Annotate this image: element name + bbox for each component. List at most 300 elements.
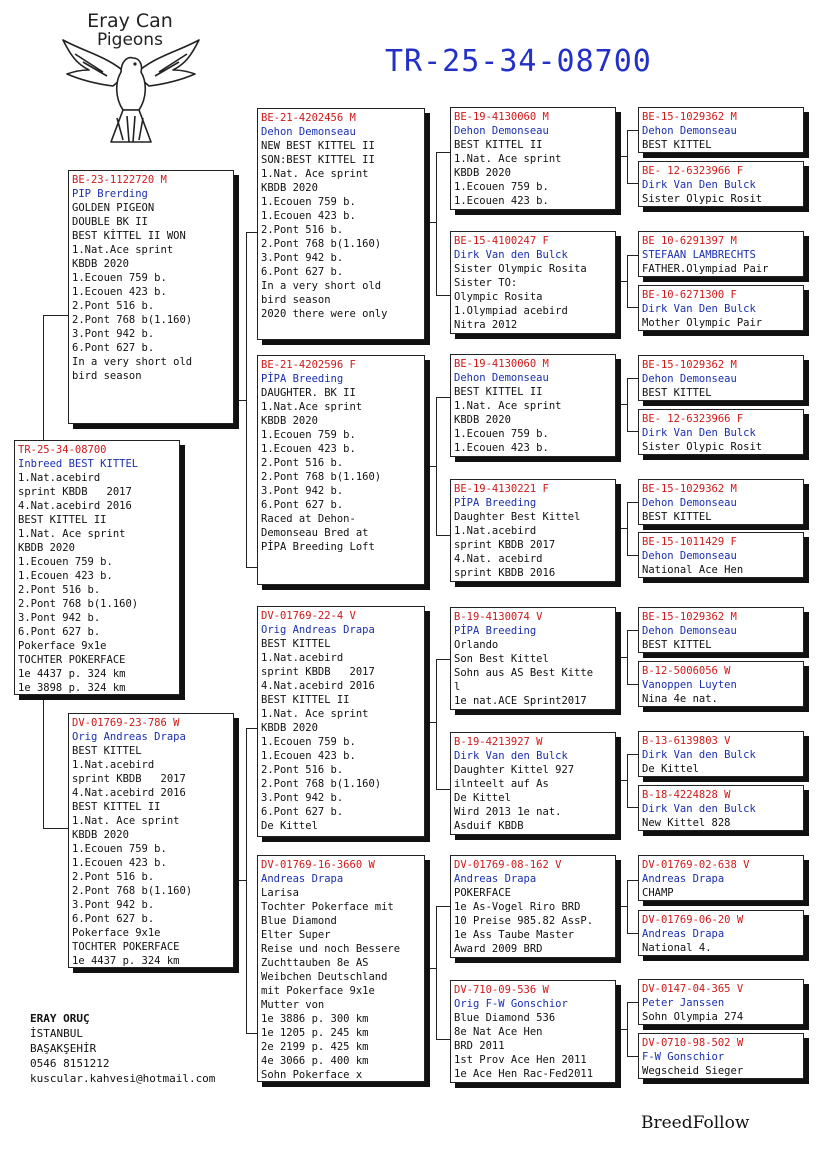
breeder-name: Vanoppen Luyten — [642, 679, 737, 691]
owner-city: İSTANBUL — [30, 1027, 83, 1040]
pigeon-note: KBDB 2020 — [454, 414, 511, 426]
pigeon-note: Zuchttauben 8e AS — [261, 957, 369, 969]
pigeon-note: KBDB 2020 — [454, 167, 511, 179]
pigeon-note: 3.Pont 942 b. — [261, 252, 344, 264]
pigeon-note: BEST KITTEL II — [454, 139, 543, 151]
ring-number: TR-25-34-08700 — [18, 444, 107, 456]
ring-number: BE-15-1011429 F — [642, 536, 737, 548]
ring-number: BE-23-1122720 M — [72, 174, 167, 186]
breeder-name: Orig Andreas Drapa — [72, 731, 186, 743]
connector — [627, 630, 628, 684]
ring-number: DV-01769-22-4 V — [261, 610, 356, 622]
breeder-name: Inbreed BEST KITTEL — [18, 458, 139, 470]
ring-number: BE-19-4130060 M — [454, 358, 549, 370]
pigeon-note: Daughter Kittel 927 — [454, 764, 575, 776]
pigeon-note: 1.Nat.acebird — [72, 759, 155, 771]
pigeon-note: Olympic Rosita — [454, 291, 543, 303]
breeder-name: Andreas Drapa — [454, 873, 537, 885]
pigeon-note: Award 2009 BRD — [454, 943, 543, 955]
connector — [627, 555, 638, 556]
connector — [627, 684, 638, 685]
pigeon-note: bird season — [72, 370, 142, 382]
connector — [436, 906, 437, 1039]
dove-icon — [55, 6, 205, 146]
pigeon-note: KBDB 2020 — [261, 722, 318, 734]
pigeon-card-g10[interactable] — [638, 661, 804, 707]
connector — [627, 1002, 628, 1056]
pigeon-note: KBDB 2020 — [261, 415, 318, 427]
pigeon-note: 4.Nat.acebird 2016 — [18, 500, 132, 512]
pigeon-card-g1[interactable] — [638, 107, 804, 153]
pigeon-note: BEST KITTEL — [72, 745, 142, 757]
pigeon-note: 2.Pont 768 b(1.160) — [261, 471, 382, 483]
pigeon-note: De Kittel — [261, 820, 318, 832]
pigeon-note: Wird 2013 1e nat. — [454, 806, 562, 818]
pigeon-note: BEST KITTEL II — [454, 386, 543, 398]
pigeon-note: Nitra 2012 — [454, 319, 518, 331]
connector — [616, 404, 627, 405]
pigeon-note: 3.Pont 942 b. — [72, 899, 155, 911]
pigeon-note: 1.Nat.acebird — [18, 472, 101, 484]
pigeon-note: Tochter Pokerface mit — [261, 901, 394, 913]
pigeon-note: 1.Nat. Ace sprint — [72, 815, 180, 827]
connector — [627, 378, 628, 431]
ring-number: BE-19-4130221 F — [454, 483, 549, 495]
pigeon-note: BEST KITTEL — [642, 387, 712, 399]
connector — [436, 906, 450, 907]
pigeon-note: Asduif KBDB — [454, 820, 524, 832]
connector — [436, 397, 437, 535]
connector — [43, 315, 70, 316]
pigeon-note: sprint KBDB 2017 — [261, 666, 375, 678]
connector — [627, 183, 638, 184]
logo-line2: Pigeons — [97, 30, 163, 50]
pigeon-note: Demonseau Bred at — [261, 527, 369, 539]
ring-number: BE-15-1029362 M — [642, 111, 737, 123]
pigeon-note: 1.Nat. Ace sprint — [454, 153, 562, 165]
pigeon-note: 1.Ecouen 423 b. — [454, 442, 549, 454]
pedigree-title: TR-25-34-08700 — [385, 44, 652, 79]
pigeon-note: Raced at Dehon- — [261, 513, 356, 525]
breeder-name: PİPA Breeding — [454, 497, 537, 509]
pigeon-note: l — [454, 681, 461, 693]
breeder-name: Dehon Demonseau — [454, 372, 549, 384]
pigeon-note: 3.Pont 942 b. — [261, 485, 344, 497]
pigeon-card-g8[interactable] — [638, 532, 804, 578]
brand-footer: BreedFollow — [641, 1113, 750, 1133]
pigeon-note: National 4. — [642, 942, 712, 954]
pigeon-card-dam-sire[interactable] — [257, 606, 425, 837]
pigeon-note: Elter Super — [261, 929, 331, 941]
pigeon-note: DOUBLE BK II — [72, 216, 148, 228]
pigeon-note: 1.Olympiad acebird — [454, 305, 568, 317]
ring-number: DV-0710-98-502 W — [642, 1037, 744, 1049]
ring-number: BE-15-1029362 M — [642, 359, 737, 371]
connector — [436, 789, 450, 790]
connector — [436, 1039, 450, 1040]
owner-district: BAŞAKŞEHİR — [30, 1042, 97, 1055]
breeder-name: Orig F-W Gonschior — [454, 998, 568, 1010]
breeder-name: Andreas Drapa — [261, 873, 344, 885]
pigeon-card-g4[interactable] — [638, 285, 804, 331]
pigeon-note: 3.Pont 942 b. — [261, 792, 344, 804]
breeder-name: Dehon Demonseau — [642, 125, 737, 137]
pigeon-note: In a very short old — [261, 280, 382, 292]
pigeon-note: 1e 4437 p. 324 km — [72, 955, 180, 967]
pigeon-note: 1e 4437 p. 324 km — [18, 668, 126, 680]
ring-number: BE- 12-6323966 F — [642, 165, 744, 177]
pigeon-card-g9[interactable] — [638, 607, 804, 653]
pigeon-note: BRD 2011 — [454, 1040, 505, 1052]
pigeon-note: 4e 3066 p. 400 km — [261, 1055, 369, 1067]
pigeon-note: sprint KBDB 2017 — [72, 773, 186, 785]
owner-info — [30, 1011, 215, 1086]
pigeon-note: 1.Ecouen 759 b. — [72, 272, 167, 284]
pigeon-card-g11[interactable] — [638, 731, 804, 777]
breeder-name: PIP Brerding — [72, 188, 148, 200]
breeder-name: STEFAAN LAMBRECHTS — [642, 249, 756, 261]
breeder-name: Peter Janssen — [642, 997, 725, 1009]
pigeon-note: BEST KITTEL II — [72, 801, 161, 813]
breeder-name: Orig Andreas Drapa — [261, 624, 375, 636]
pigeon-note: 1.Nat.Ace sprint — [261, 401, 363, 413]
pigeon-note: 2020 there were only — [261, 308, 388, 320]
owner-name: ERAY ORUÇ — [30, 1012, 90, 1025]
connector — [627, 502, 628, 555]
pigeon-note: POKERFACE — [454, 887, 511, 899]
owner-phone: 0546 8151212 — [30, 1057, 110, 1070]
connector — [627, 754, 628, 807]
pigeon-note: Sohn Olympia 274 — [642, 1011, 744, 1023]
pigeon-note: 1e nat.ACE Sprint2017 — [454, 695, 587, 707]
ring-number: DV-01769-08-162 V — [454, 859, 562, 871]
connector — [627, 307, 638, 308]
pigeon-note: Pokerface 9x1e — [72, 927, 161, 939]
pigeon-note: Mutter von — [261, 999, 325, 1011]
pigeon-note: BEST KİTTEL II WON — [72, 230, 186, 242]
pigeon-note: 2.Pont 768 b(1.160) — [72, 314, 193, 326]
ring-number: DV-0147-04-365 V — [642, 983, 744, 995]
ring-number: DV-01769-23-786 W — [72, 717, 180, 729]
pigeon-note: National Ace Hen — [642, 564, 744, 576]
pigeon-note: 6.Pont 627 b. — [261, 806, 344, 818]
pigeon-card-g2[interactable] — [638, 161, 804, 207]
connector — [43, 315, 44, 440]
ring-number: BE-15-1029362 M — [642, 611, 737, 623]
owner-email[interactable]: kuscular.kahvesi@hotmail.com — [30, 1072, 216, 1085]
ring-number: B-18-4224828 W — [642, 789, 731, 801]
connector — [616, 657, 627, 658]
breeder-name: Dirk Van den Bulck — [454, 750, 568, 762]
pigeon-note: 8e Nat Ace Hen — [454, 1026, 543, 1038]
pigeon-card-g16[interactable] — [638, 1033, 804, 1079]
breeder-name: Dirk Van Den Bulck — [642, 179, 756, 191]
pigeon-card-g12[interactable] — [638, 785, 804, 831]
connector — [246, 232, 247, 567]
pigeon-note: 2.Pont 516 b. — [261, 457, 344, 469]
connector — [627, 255, 638, 256]
pigeon-card-sire-sire[interactable] — [257, 108, 425, 340]
ring-number: BE-21-4202596 F — [261, 359, 356, 371]
pigeon-note: 1e 3886 p. 300 km — [261, 1013, 369, 1025]
pigeon-note: 10 Preise 985.82 AssP. — [454, 915, 594, 927]
ring-number: BE-19-4130060 M — [454, 111, 549, 123]
connector — [627, 130, 628, 183]
pigeon-note: 2.Pont 516 b. — [72, 871, 155, 883]
pigeon-card-dds[interactable] — [450, 855, 616, 958]
pigeon-note: Pokerface 9x1e — [18, 640, 107, 652]
pigeon-note: Blue Diamond 536 — [454, 1012, 556, 1024]
pigeon-note: 1.Ecouen 423 b. — [454, 195, 549, 207]
ring-number: BE-15-1029362 M — [642, 483, 737, 495]
breeder-name: Dehon Demonseau — [642, 550, 737, 562]
connector — [436, 152, 450, 153]
pigeon-note: 1e As-Vogel Riro BRD — [454, 901, 581, 913]
pigeon-note: 4.Nat.acebird 2016 — [261, 680, 375, 692]
pigeon-note: 6.Pont 627 b. — [18, 626, 101, 638]
connector — [436, 659, 450, 660]
pigeon-card-g15[interactable] — [638, 979, 804, 1025]
connector — [616, 156, 627, 157]
pigeon-note: BEST KITTEL — [642, 639, 712, 651]
pigeon-note: BEST KITTEL II — [18, 514, 107, 526]
pigeon-card-dss[interactable] — [450, 607, 616, 710]
pigeon-card-subject[interactable] — [14, 440, 180, 695]
connector — [234, 880, 246, 881]
pigeon-card-dam[interactable] — [68, 713, 234, 968]
ring-number: B-13-6139803 V — [642, 735, 731, 747]
pigeon-note: 1.Ecouen 759 b. — [454, 181, 549, 193]
ring-number: DV-01769-02-638 V — [642, 859, 750, 871]
breeder-name: Dirk Van den Bulck — [642, 749, 756, 761]
pigeon-card-ddd[interactable] — [450, 980, 616, 1083]
pigeon-card-sire-dam[interactable] — [257, 355, 425, 585]
pigeon-note: NEW BEST KITTEL II — [261, 140, 375, 152]
pigeon-note: Sister Olypic Rosit — [642, 193, 763, 205]
pigeon-note: SON:BEST KITTEL II — [261, 154, 375, 166]
pigeon-note: 1.Ecouen 423 b. — [261, 210, 356, 222]
breeder-name: PİPA Breeding — [261, 373, 344, 385]
pigeon-card-g5[interactable] — [638, 355, 804, 401]
breeder-name: Dirk Van den Bulck — [454, 249, 568, 261]
ring-number: B-19-4213927 W — [454, 736, 543, 748]
pigeon-note: Orlando — [454, 639, 499, 651]
pigeon-note: sprint KBDB 2016 — [454, 567, 556, 579]
pigeon-note: 1.Nat.acebird — [261, 652, 344, 664]
connector — [616, 281, 627, 282]
pigeon-card-g3[interactable] — [638, 231, 804, 277]
connector — [436, 295, 450, 296]
breeder-name: Dehon Demonseau — [642, 497, 737, 509]
pigeon-note: 1.Nat.Ace sprint — [72, 244, 174, 256]
pigeon-note: 1.Ecouen 423 b. — [72, 286, 167, 298]
pigeon-card-g6[interactable] — [638, 409, 804, 455]
pigeon-note: KBDB 2020 — [261, 182, 318, 194]
pigeon-note: 2.Pont 768 b(1.160) — [261, 238, 382, 250]
pigeon-note: Sister Olympic Rosita — [454, 263, 587, 275]
pigeon-note: 1e Ace Hen Rac-Fed2011 — [454, 1068, 594, 1080]
pigeon-note: 4.Nat.acebird 2016 — [72, 787, 186, 799]
connector — [616, 528, 627, 529]
pigeon-note: 6.Pont 627 b. — [72, 342, 155, 354]
pigeon-card-g13[interactable] — [638, 855, 804, 901]
pigeon-note: 1.Ecouen 423 b. — [72, 857, 167, 869]
pigeon-note: 1.Nat.acebird — [454, 525, 537, 537]
ring-number: DV-01769-06-20 W — [642, 914, 744, 926]
pigeon-note: CHAMP — [642, 887, 674, 899]
pigeon-note: 2.Pont 768 b(1.160) — [18, 598, 139, 610]
breeder-name: F-W Gonschior — [642, 1051, 725, 1063]
pigeon-note: Reise und noch Bessere — [261, 943, 401, 955]
connector — [425, 222, 436, 223]
pigeon-note: Weibchen Deutschland — [261, 971, 388, 983]
connector — [616, 1029, 627, 1030]
pigeon-card-sdd[interactable] — [450, 479, 616, 582]
pigeon-note: KBDB 2020 — [18, 542, 75, 554]
pigeon-note: 1.Ecouen 759 b. — [18, 556, 113, 568]
pigeon-note: BEST KITTEL II — [261, 694, 350, 706]
pigeon-note: 1.Nat. Ace sprint — [18, 528, 126, 540]
pigeon-note: De Kittel — [642, 763, 699, 775]
pigeon-note: Son Best Kittel — [454, 653, 549, 665]
pigeon-note: 1.Ecouen 759 b. — [72, 843, 167, 855]
connector — [436, 152, 437, 295]
breeder-name: Dehon Demonseau — [261, 126, 356, 138]
pigeon-card-sss[interactable] — [450, 107, 616, 210]
pigeon-note: GOLDEN PIGEON — [72, 202, 155, 214]
pigeon-note: TOCHTER POKERFACE — [72, 941, 180, 953]
pigeon-note: 3.Pont 942 b. — [18, 612, 101, 624]
logo-line1: Eray Can — [87, 10, 173, 32]
pigeon-note: 2.Pont 768 b(1.160) — [261, 778, 382, 790]
connector — [627, 630, 638, 631]
pigeon-note: 2.Pont 516 b. — [261, 224, 344, 236]
pigeon-note: PİPA Breeding Loft — [261, 541, 375, 553]
pigeon-note: 3.Pont 942 b. — [72, 328, 155, 340]
ring-number: B-19-4130074 V — [454, 611, 543, 623]
ring-number: BE-15-4100247 F — [454, 235, 549, 247]
connector — [627, 1002, 638, 1003]
pigeon-note: 1e Ass Taube Master — [454, 929, 575, 941]
connector — [627, 807, 638, 808]
pigeon-note: Nina 4e nat. — [642, 693, 718, 705]
connector — [627, 378, 638, 379]
connector — [436, 659, 437, 789]
pigeon-note: 6.Pont 627 b. — [72, 913, 155, 925]
pigeon-note: 1.Nat. Ace sprint — [454, 400, 562, 412]
connector — [627, 1056, 638, 1057]
pigeon-note: KBDB 2020 — [72, 258, 129, 270]
pigeon-note: De Kittel — [454, 792, 511, 804]
ring-number: BE-10-6271300 F — [642, 289, 737, 301]
pigeon-note: Sister Olypic Rosit — [642, 441, 763, 453]
connector — [627, 255, 628, 307]
connector — [627, 130, 638, 131]
connector — [627, 880, 638, 881]
pigeon-note: 4.Nat. acebird — [454, 553, 543, 565]
breeder-name: PİPA Breeding — [454, 625, 537, 637]
pigeon-note: 1.Ecouen 759 b. — [261, 196, 356, 208]
connector — [616, 780, 627, 781]
ring-number: BE-21-4202456 M — [261, 112, 356, 124]
pigeon-note: BEST KITTEL — [261, 638, 331, 650]
connector — [627, 754, 638, 755]
pigeon-note: 6.Pont 627 b. — [261, 266, 344, 278]
connector — [627, 933, 638, 934]
connector — [234, 400, 246, 401]
connector — [627, 431, 638, 432]
pigeon-card-g14[interactable] — [638, 910, 804, 956]
pigeon-note: 2.Pont 768 b(1.160) — [72, 885, 193, 897]
breeder-name: Dirk Van den Bulck — [642, 803, 756, 815]
breeder-name: Andreas Drapa — [642, 873, 725, 885]
pigeon-note: ilnteelt auf As — [454, 778, 549, 790]
pigeon-note: bird season — [261, 294, 331, 306]
connector — [246, 728, 247, 1033]
pigeon-card-sire[interactable] — [68, 170, 234, 424]
pigeon-card-sds[interactable] — [450, 354, 616, 457]
breeder-name: Dehon Demonseau — [642, 625, 737, 637]
pigeon-note: Sister TO: — [454, 277, 518, 289]
ring-number: B-12-5006056 W — [642, 665, 731, 677]
pigeon-note: 1st Prov Ace Hen 2011 — [454, 1054, 587, 1066]
connector — [436, 535, 450, 536]
pigeon-note: Daughter Best Kittel — [454, 511, 581, 523]
pigeon-note: 1.Ecouen 423 b. — [261, 750, 356, 762]
pigeon-note: 6.Pont 627 b. — [261, 499, 344, 511]
pigeon-card-dsd[interactable] — [450, 732, 616, 835]
ring-number: DV-01769-16-3660 W — [261, 859, 375, 871]
pigeon-note: TOCHTER POKERFACE — [18, 654, 126, 666]
logo — [55, 6, 205, 146]
pigeon-note: 1e 1205 p. 245 km — [261, 1027, 369, 1039]
connector — [425, 968, 436, 969]
pigeon-note: KBDB 2020 — [72, 829, 129, 841]
pigeon-note: Blue Diamond — [261, 915, 337, 927]
pigeon-note: mit Pokerface 9x1e — [261, 985, 375, 997]
connector — [436, 397, 450, 398]
pigeon-note: sprint KBDB 2017 — [18, 486, 132, 498]
pigeon-note: Mother Olympic Pair — [642, 317, 763, 329]
connector — [425, 722, 436, 723]
pigeon-note: 1.Ecouen 423 b. — [261, 443, 356, 455]
pigeon-note: BEST KITTEL — [642, 139, 712, 151]
connector — [425, 466, 436, 467]
pigeon-note: Sohn aus AS Best Kitte — [454, 667, 594, 679]
breeder-name: Dirk Van Den Bulck — [642, 427, 756, 439]
pigeon-note: In a very short old — [72, 356, 193, 368]
pigeon-note: 1.Ecouen 759 b. — [261, 429, 356, 441]
pigeon-card-ssd[interactable] — [450, 231, 616, 334]
pigeon-note: Wegscheid Sieger — [642, 1065, 744, 1077]
pigeon-note: 1.Nat. Ace sprint — [261, 168, 369, 180]
pigeon-note: 2.Pont 516 b. — [261, 764, 344, 776]
ring-number: DV-710-09-536 W — [454, 984, 549, 996]
pigeon-note: 1.Ecouen 759 b. — [261, 736, 356, 748]
pigeon-note: 1.Ecouen 759 b. — [454, 428, 549, 440]
pigeon-card-dam-dam[interactable] — [257, 855, 425, 1082]
pigeon-note: BEST KITTEL — [642, 511, 712, 523]
pigeon-note: New Kittel 828 — [642, 817, 731, 829]
connector — [627, 502, 638, 503]
connector — [616, 906, 627, 907]
ring-number: BE 10-6291397 M — [642, 235, 737, 247]
connector — [43, 828, 70, 829]
pigeon-card-g7[interactable] — [638, 479, 804, 525]
breeder-name: Dehon Demonseau — [454, 125, 549, 137]
connector — [627, 880, 628, 933]
pigeon-note: 2.Pont 516 b. — [72, 300, 155, 312]
